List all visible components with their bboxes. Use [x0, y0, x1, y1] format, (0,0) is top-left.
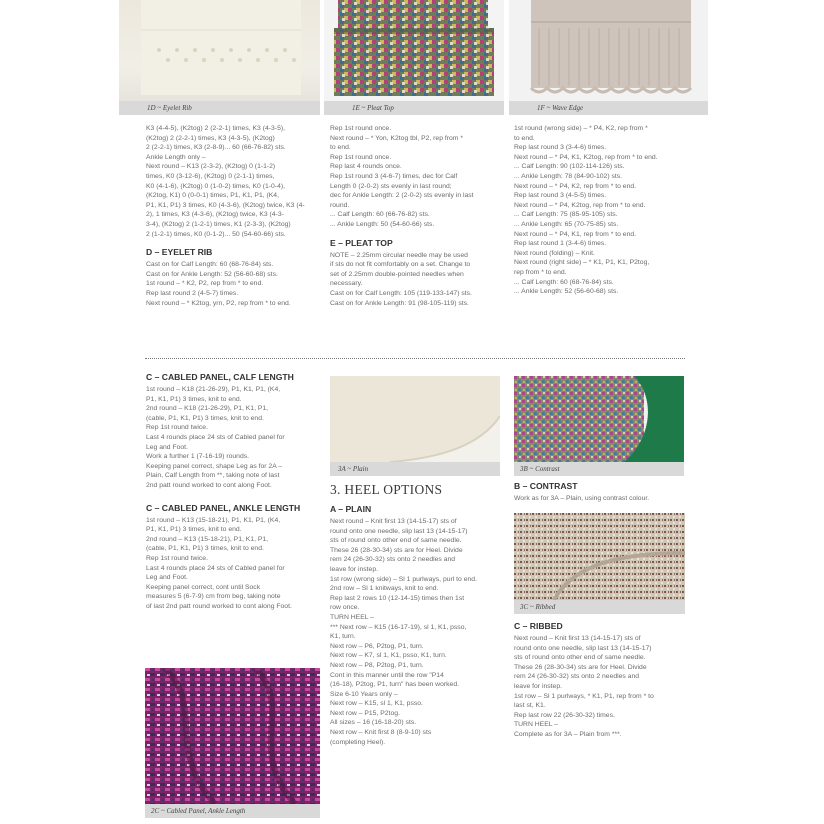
text-line: of last 2nd patt round worked to cont along Foot.: [146, 602, 292, 610]
text-line: if sts do not fit comfortably on a set. Change to: [330, 261, 471, 269]
text-line: P1, K1, P1) 3 times, knit to end.: [146, 526, 242, 534]
text-line: Plain, Calf Length from **, taking note of last: [146, 472, 280, 480]
text-line: (16-18), P2tog, P1, turn" has been worked.: [330, 681, 459, 689]
text-line: Next round (folding) – Knit.: [514, 249, 595, 257]
text-line: rep from * to end.: [514, 268, 567, 276]
text-line: Rep last 4 rounds once.: [330, 163, 402, 171]
text-line: Next row – P15, P2tog.: [330, 709, 400, 717]
text-line: Cont in this manner until the row "P14: [330, 671, 444, 679]
plain-heel-illustration: [330, 376, 500, 462]
text-line: TURN HEEL –: [330, 613, 374, 621]
caption-3a: 3A ~ Plain: [330, 462, 500, 476]
photo-wave-edge: [509, 0, 708, 115]
text-line: Rep 1st round twice.: [146, 424, 208, 432]
text-line: P1, K1, P1) 3 times, K0 (4-3-6), (K2tog) twice, K3 (4-: [146, 201, 305, 209]
text-line: Rep last 2 rows 10 (12-14-15) times then 1st: [330, 594, 465, 602]
top-column-right: [514, 124, 690, 297]
text-line: Rep last round 1 (3-4-6) times.: [514, 240, 607, 248]
text-line: 2), 1 times, K3 (4-3-6), (K2tog) twice, K3 (4-3-: [146, 211, 284, 219]
contrast-heel-illustration: [514, 376, 684, 462]
heading-ribbed: C – RIBBED: [514, 621, 563, 631]
text-line: ... Calf Length: 60 (68-76-84) sts.: [514, 278, 614, 286]
text-line: rem 24 (26-30-32) sts onto 2 needles and: [514, 673, 640, 681]
heading-plain: A – PLAIN: [330, 504, 372, 514]
text-line: (K2tog) 2 (2-2-1) times, K3 (4-3-5), (K2tog): [146, 134, 275, 142]
heading-eyelet-rib: D – EYELET RIB: [146, 247, 213, 258]
heading-cabled-calf: C – CABLED PANEL, CALF LENGTH: [146, 372, 294, 382]
text-line: (completing Heel).: [330, 738, 386, 746]
text-line: sts of round onto other end of same needle.: [330, 537, 462, 545]
text-line: Next round – K13 (2-3-2), (K2tog) 0 (1-1-2): [146, 163, 276, 171]
text-line: Next round – Knit first 13 (14-15-17) sts of: [330, 518, 457, 525]
caption-1f: 1F ~ Wave Edge: [509, 101, 708, 115]
heading-cabled-ankle: C – CABLED PANEL, ANKLE LENGTH: [146, 502, 301, 513]
text-line: Length 0 (2-0-2) sts evenly in last round;: [330, 182, 452, 190]
text-line: necessary.: [330, 280, 363, 288]
text-line: Cast on for Ankle Length: 52 (56-60-68) sts.: [146, 270, 278, 278]
text-line: (cable, P1, K1, P1) 3 times, knit to end.: [146, 414, 264, 422]
pleat-top-knit-illustration: [324, 0, 504, 101]
text-line: These 26 (28-30-34) sts are for Heel. Divide: [514, 663, 647, 671]
text-line: Next round – * Yon, K2tog tbl, P2, rep from *: [330, 134, 463, 142]
text-line: 1st round – K18 (21-26-29), P1, K1, P1, (K4,: [146, 386, 281, 393]
heel-options-title: 3. HEEL OPTIONS: [330, 482, 443, 497]
text-line: Next row – K15, sl 1, K1, psso.: [330, 700, 423, 708]
text-line: ... Ankle Length: 78 (84-90-102) sts.: [514, 172, 623, 180]
bottom-column-middle: [330, 504, 502, 747]
text-line: 1st round – K13 (15-18-21), P1, K1, P1, (K4,: [146, 516, 281, 524]
text-line: set of 2.25mm double-pointed needles when: [330, 270, 464, 278]
text-line: Work as for 3A – Plain, using contrast colour.: [514, 495, 650, 502]
photo-heel-plain: [330, 376, 500, 476]
photo-heel-ribbed: [514, 513, 685, 614]
caption-1d: 1D ~ Eyelet Rib: [119, 101, 320, 115]
text-line: sts of round onto other end of same needle.: [514, 654, 646, 662]
text-line: Last 4 rounds place 24 sts of Cabled panel for: [146, 433, 285, 441]
heading-pleat-top: E – PLEAT TOP: [330, 237, 393, 248]
text-line: Work a further 1 (7-16-19) rounds.: [146, 453, 250, 461]
text-line: Last 4 rounds place 24 sts of Cabled panel for: [146, 564, 285, 572]
caption-1e: 1E ~ Pleat Top: [324, 101, 504, 115]
text-line: last st, K1.: [514, 702, 546, 710]
ribbed-text: [514, 621, 688, 740]
text-line: leave for instep.: [514, 682, 562, 690]
text-line: ... Ankle Length: 65 (70-75-85) sts.: [514, 220, 619, 228]
text-line: Next round – * P4, K1, K2tog, rep from * to end.: [514, 153, 658, 161]
text-line: ... Calf Length: 60 (66-76-82) sts.: [330, 211, 430, 219]
top-column-left: [146, 124, 318, 308]
text-line: rem 24 (26-30-32) sts onto 2 needles and: [330, 556, 456, 564]
text-line: 1st round – * K2, P2, rep from * to end.: [146, 280, 264, 288]
text-line: 2nd round – K13 (15-18-21), P1, K1, P1,: [146, 535, 269, 543]
text-line: (cable, P1, K1, P1) 3 times, knit to end.: [146, 545, 264, 553]
text-line: ... Ankle Length: 50 (54-60-66) sts.: [330, 220, 435, 228]
text-line: Next round (right side) – * K1, P1, K1, P2tog,: [514, 259, 650, 267]
text-line: Next row – P6, P2tog, P1, turn.: [330, 642, 424, 650]
text-line: NOTE – 2.25mm circular needle may be used: [330, 251, 468, 259]
text-line: K0 (4-1-6), (K2tog) 0 (1-0-2) times, K0 (1-0-4),: [146, 182, 286, 190]
text-line: Cast on for Calf Length: 60 (68-76-84) sts.: [146, 261, 274, 269]
text-line: ... Calf Length: 90 (102-114-126) sts.: [514, 163, 625, 171]
text-line: 2 (2-2-1) times, K3 (2-8-9)... 60 (66-76-82) sts.: [146, 144, 286, 152]
heading-contrast: B – CONTRAST: [514, 481, 578, 491]
caption-2c: 2C ~ Cabled Panel, Ankle Length: [145, 804, 320, 818]
photo-eyelet-rib: [119, 0, 320, 115]
bottom-column-left: [146, 372, 322, 611]
dotted-divider: [145, 358, 685, 359]
text-line: 2nd round – K18 (21-26-29), P1, K1, P1,: [146, 405, 269, 413]
text-line: Rep last row 22 (26-30-32) times.: [514, 711, 615, 719]
eyelet-rib-knit-illustration: [119, 0, 320, 101]
caption-3b: 3B ~ Contrast: [514, 462, 684, 476]
text-line: Complete as for 3A – Plain from ***.: [514, 730, 622, 738]
text-line: ... Ankle Length: 52 (56-60-68) sts.: [514, 288, 619, 296]
text-line: Rep last round 3 (3-4-6) times.: [514, 144, 607, 152]
text-line: 1st round (wrong side) – * P4, K2, rep from *: [514, 125, 648, 132]
text-line: ... Calf Length: 75 (85-95-105) sts.: [514, 211, 618, 219]
text-line: 3-4), (K2tog) 2 (1-2-1) times, K1 (2-3-3), (K2tog): [146, 220, 291, 228]
text-line: *** Next row – K15 (16-17-19), sl 1, K1, psso,: [330, 623, 467, 631]
text-line: Next round – * P4, K2, rep from * to end.: [514, 182, 637, 190]
text-line: Rep 1st round once.: [330, 125, 392, 132]
text-line: Next round – * P4, K1, rep from * to end.: [514, 230, 637, 238]
caption-3c: 3C ~ Ribbed: [514, 600, 685, 614]
photo-heel-contrast: [514, 376, 684, 476]
text-line: These 26 (28-30-34) sts are for Heel. Divide: [330, 546, 463, 554]
text-line: Next round – Knit first 13 (14-15-17) sts of: [514, 635, 641, 642]
text-line: 1st row – Sl 1 purlways, * K1, P1, rep from * to: [514, 692, 654, 700]
text-line: times, K0 (3-12-6), (K2tog) 0 (2-1-1) times,: [146, 172, 275, 180]
text-line: row once.: [330, 604, 360, 612]
text-line: Cast on for Ankle Length: 91 (98-105-119) sts.: [330, 299, 469, 307]
contrast-text: [514, 481, 686, 504]
photo-cabled-panel-ankle: [145, 668, 320, 818]
text-line: Rep 1st round 3 (4-6-7) times, dec for Calf: [330, 172, 458, 180]
text-line: 2nd patt round worked to cont along Foot.: [146, 481, 272, 489]
text-line: to end.: [514, 134, 535, 142]
text-line: Keeping panel correct, cont until Sock: [146, 583, 261, 591]
text-line: K1, turn.: [330, 633, 356, 641]
text-line: 1st row (wrong side) – Sl 1 purlways, purl to end.: [330, 575, 477, 583]
wave-edge-knit-illustration: [509, 0, 708, 101]
photo-pleat-top: [324, 0, 504, 115]
text-line: leave for instep.: [330, 565, 378, 573]
text-line: Keeping panel correct, shape Leg as for 2A –: [146, 462, 283, 470]
text-line: Rep 1st round twice.: [146, 554, 208, 562]
text-line: Next round – * P4, K2tog, rep from * to end.: [514, 201, 646, 209]
text-line: K3 (4-4-5), (K2tog) 2 (2-2-1) times, K3 (4-3-5),: [146, 125, 286, 132]
text-line: Size 6-10 Years only –: [330, 690, 398, 698]
text-line: Next row – P8, P2tog, P1, turn.: [330, 661, 424, 669]
text-line: round onto one needle, slip last 13 (14-15-17): [330, 527, 468, 535]
text-line: round onto one needle, slip last 13 (14-15-17): [514, 644, 652, 652]
text-line: (K2tog, K1) 0 (0-0-1) times, P1, K1, P1, (K4,: [146, 192, 279, 200]
text-line: Next row – Knit first 8 (8-9-10) sts: [330, 729, 432, 737]
text-line: dec for Ankle Length: 2 (2-0-2) sts evenly in last: [330, 192, 474, 200]
text-line: round.: [330, 201, 350, 209]
cabled-panel-knit-illustration: [145, 668, 320, 804]
text-line: measures 5 (6-7-9) cm from beg, taking note: [146, 593, 281, 601]
text-line: Ankle Length only –: [146, 153, 206, 161]
text-line: Leg and Foot.: [146, 443, 188, 451]
text-line: Rep 1st round once.: [330, 153, 392, 161]
text-line: to end.: [330, 144, 351, 152]
ribbed-heel-illustration: [514, 513, 685, 600]
text-line: Cast on for Calf Length: 105 (119-133-147) sts.: [330, 289, 472, 297]
text-line: 2 (1-2-1) times, K0 (0-1-2)... 50 (54-60-66) sts.: [146, 230, 286, 238]
text-line: 2nd row – Sl 1 knitways, knit to end.: [330, 585, 439, 593]
text-line: P1, K1, P1) 3 times, knit to end.: [146, 395, 242, 403]
top-column-middle: [330, 124, 502, 308]
text-line: TURN HEEL –: [514, 721, 558, 729]
text-line: Leg and Foot.: [146, 574, 188, 582]
text-line: Rep last round 3 (4-5-5) times.: [514, 192, 607, 200]
text-line: Next round – * K2tog, yrn, P2, rep from * to end.: [146, 299, 291, 307]
text-line: Rep last round 2 (4-5-7) times.: [146, 289, 239, 297]
text-line: Next row – K7, sl 1, K1, psso, K1, turn.: [330, 652, 447, 660]
text-line: All sizes – 16 (16-18-20) sts.: [330, 719, 417, 727]
